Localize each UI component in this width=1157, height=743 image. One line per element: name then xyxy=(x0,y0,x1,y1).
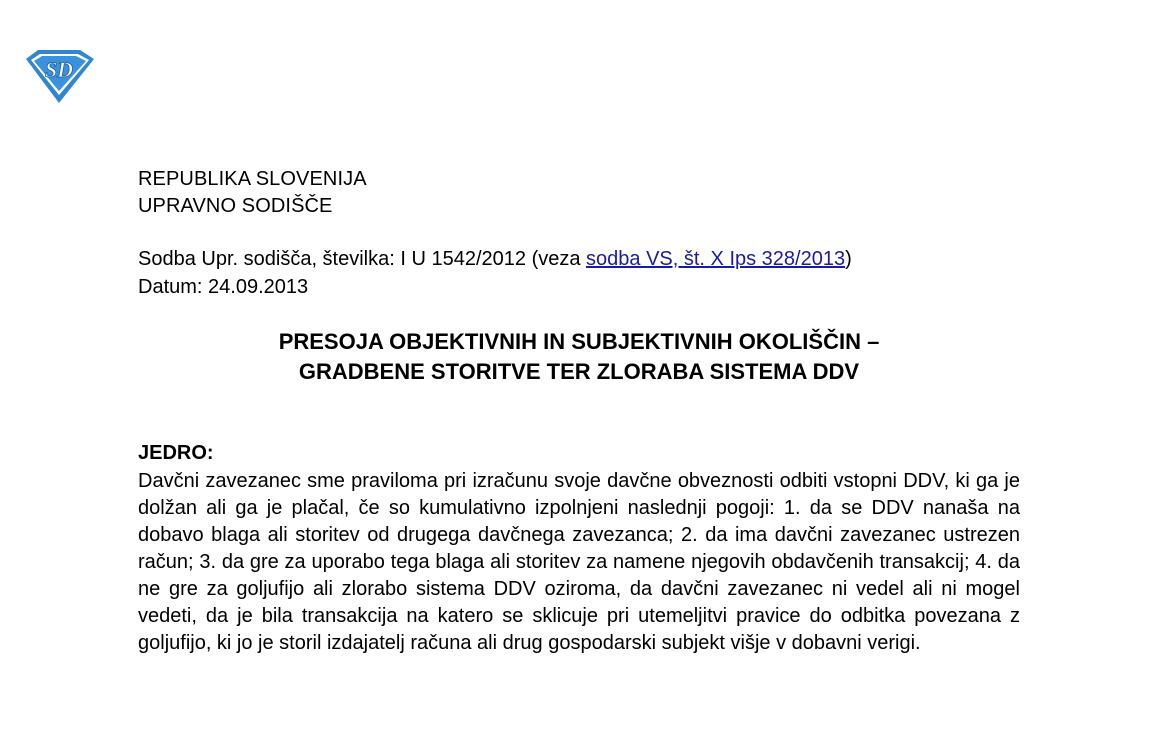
court-header xyxy=(138,166,367,220)
court-name: UPRAVNO SODIŠČE xyxy=(138,195,333,217)
case-reference xyxy=(138,245,852,301)
core-paragraph: Davčni zavezanec sme praviloma pri izračunu svoje davčne obveznosti odbiti vstopni DDV, ki ga je dolžan ali ga je plačal, če so kumulativno izpolnjeni naslednji pogoji: 1. da se DDV nanaša na dobavo blaga ali storitev od drugega davčnega zavezanca; 2. da ima davčni zavezanec ustrezen račun; 3. da gre za uporabo tega blaga ali storitev za namene njegovih obdavčenih transakcij; 4. da ne gre za goljufijo ali zlorabo sistema DDV oziroma, da davčni zavezanec ni vedel ali ni mogel vedeti, da je bila transakcija na katero se sklicuje pri utemeljitvi pravice do odbitka povezana z goljufijo, ki jo je storil izdajatelj računa ali drug gospodarski subjekt višje v dobavni verigi. xyxy=(138,470,1020,654)
case-number-text: Sodba Upr. sodišča, številka: I U 1542/2012 (veza xyxy=(138,248,587,270)
title-line-1: PRESOJA OBJEKTIVNIH IN SUBJEKTIVNIH OKOLIŠČIN – xyxy=(278,329,880,354)
sd-diamond-logo-icon xyxy=(22,47,96,105)
case-number-suffix: ) xyxy=(845,248,852,270)
svg-text:SD: SD xyxy=(44,57,74,82)
court-logo xyxy=(22,47,96,105)
title-line-2: GRADBENE STORITVE TER ZLORABA SISTEMA DDV xyxy=(298,359,860,384)
case-number-line xyxy=(138,245,852,273)
document-title xyxy=(138,327,1020,387)
core-heading: JEDRO: xyxy=(138,442,214,464)
related-judgment-link[interactable]: sodba VS, št. X Ips 328/2013 xyxy=(586,248,846,270)
country-name: REPUBLIKA SLOVENIJA xyxy=(138,168,367,190)
judgment-date: Datum: 24.09.2013 xyxy=(138,276,309,298)
